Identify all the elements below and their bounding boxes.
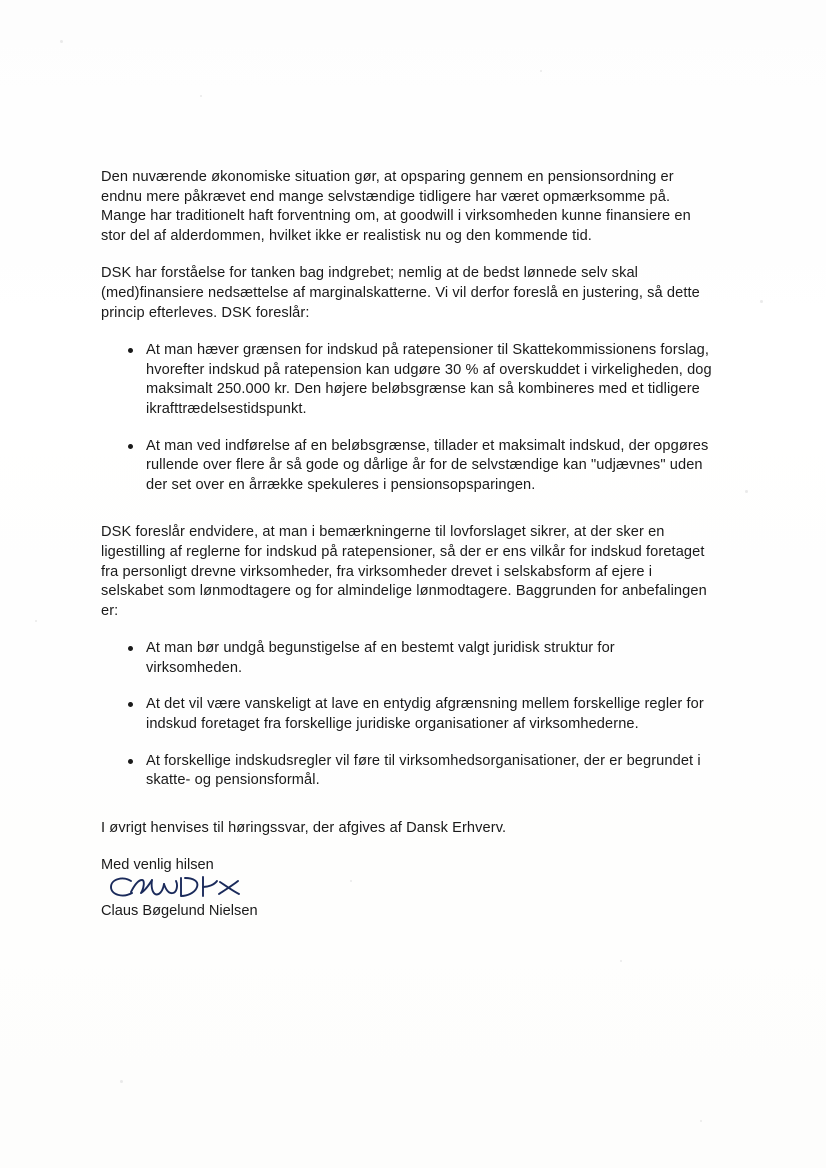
list-item-text: At forskellige indskudsregler vil føre til virksomhedsorganisationer, der er begrundet i skatte- og pensionsformål. — [146, 752, 701, 789]
list-item-text: At man hæver grænsen for indskud på ratepensioner til Skattekommissionens forslag, hvorefter indskud på ratepension kan udgøre 30 % af overskuddet i virkeligheden, dog maksimalt 250.000 kr. Den højere beløbsgrænse kan så kombineres med et tidligere ikrafttrædelsestidspunkt. — [146, 342, 712, 417]
bullet-dot-icon — [128, 348, 133, 353]
bullet-list-first — [101, 341, 713, 495]
bullet-dot-icon — [128, 759, 133, 764]
sign-off-text: Med venlig hilsen — [101, 857, 214, 874]
list-item — [101, 695, 713, 734]
bullet-dot-icon — [128, 444, 133, 449]
paragraph-closing: I øvrigt henvises til høringssvar, der afgives af Dansk Erhverv. — [101, 819, 507, 836]
paragraph-dsk-understanding: DSK har forståelse for tanken bag indgrebet; nemlig at de bedst lønnede selv skal (med)finansiere nedsættelse af marginalskatterne. Vi vil derfor foreslå en justering, så dette princip efterleves. DSK foreslår: — [101, 265, 700, 321]
signature-block — [101, 856, 713, 918]
paragraph-intro: Den nuværende økonomiske situation gør, at opsparing gennem en pensionsordning er endnu mere påkrævet end mange selvstændige tidligere har været opmærksomme på. Mange har traditionelt haft forventning om, at goodwill i virksomheden kunne finansiere en stor del af alderdommen, hvilket ikke er realistisk nu og den kommende tid. — [101, 169, 691, 244]
list-item — [101, 639, 713, 678]
bullet-dot-icon — [128, 702, 133, 707]
letter-body — [101, 168, 713, 918]
list-item — [101, 752, 713, 791]
bullet-list-second — [101, 639, 713, 791]
paragraph-equal-treatment: DSK foreslår endvidere, at man i bemærkningerne til lovforslaget sikrer, at der sker en ligestilling af reglerne for indskud på ratepensioner, så der er ens vilkår for indskud foretaget fra personligt drevne virksomheder, fra virksomheder drevet i selskabsform af ejere i selskabet som lønmodtagere og for almindelige lønmodtagere. Baggrunden for anbefalingen er: — [101, 524, 707, 619]
list-item-text: At man ved indførelse af en beløbsgrænse, tillader et maksimalt indskud, der opgøres rullende over flere år så gode og dårlige år for de selvstændige kan "udjævnes" uden der set over en årrække spekuleres i pensionsopsparingen. — [146, 437, 709, 493]
bullet-dot-icon — [128, 646, 133, 651]
list-item — [101, 341, 713, 419]
list-item — [101, 437, 713, 496]
list-item-text: At man bør undgå begunstigelse af en bestemt valgt juridisk struktur for virksomheden. — [146, 640, 615, 676]
handwritten-signature-icon — [107, 874, 257, 904]
signer-name: Claus Bøgelund Nielsen — [101, 903, 258, 920]
list-item-text: At det vil være vanskeligt at lave en entydig afgrænsning mellem forskellige regler for indskud foretaget fra forskellige juridiske organisationer af virksomhederne. — [146, 696, 704, 733]
